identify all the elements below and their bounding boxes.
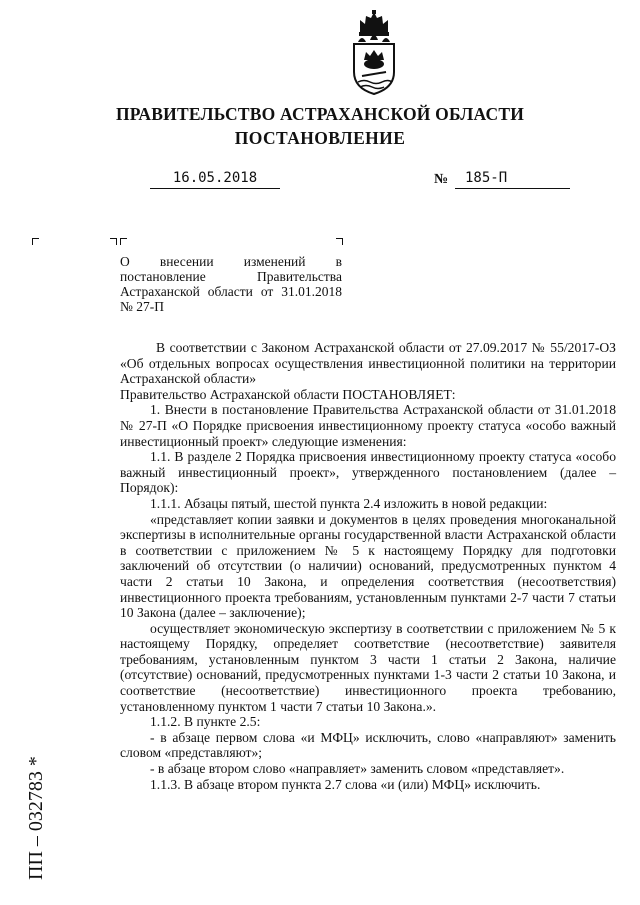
document-number: 185-П bbox=[455, 170, 570, 189]
paragraph: 1. Внести в постановление Правительства Астраханской области от 31.01.2018 № 27-П «О Порядке присвоения инвестиционному проекту статуса «особо важный инвестиционный проект» следующие изменения: bbox=[120, 402, 616, 449]
document-body bbox=[120, 340, 616, 792]
side-stamp-text: ПП – 032783 * bbox=[25, 756, 47, 880]
side-stamp bbox=[16, 692, 56, 880]
document-subject: О внесении изменений в постановление Правительства Астраханской области от 31.01.2018 № 27-П bbox=[120, 254, 342, 314]
margin-corner-mark bbox=[110, 238, 117, 245]
margin-corner-mark bbox=[120, 238, 127, 245]
paragraph: - в абзаце втором слово «направляет» заменить словом «представляет». bbox=[150, 761, 565, 777]
paragraph: 1.1.3. В абзаце втором пункта 2.7 слова «и (или) МФЦ» исключить. bbox=[150, 776, 541, 792]
paragraph: 1.1. В разделе 2 Порядка присвоения инвестиционному проекту статуса «особо важный инвестиционный проект», утвержденного постановлением (далее – Порядок): bbox=[120, 449, 616, 496]
margin-corner-mark bbox=[336, 238, 343, 245]
paragraph: «представляет копии заявки и документов в целях проведения многоканальной экспертизы в исполнительные органы государственной власти Астраханской области в соответствии с приложением № 5 к настоящему Порядку для подготовки заключений об отсутствии (о наличии) оснований, предусмотренных пунктом 4 части 2 статьи 10 Закона, и определения соответствия (несоответствия) инвестиционного проекта требованиям, установленным пунктами 2-7 части 7 статьи 10 Закона (далее – заключение); bbox=[120, 511, 616, 621]
document-date: 16.05.2018 bbox=[150, 170, 280, 189]
government-name: ПРАВИТЕЛЬСТВО АСТРАХАНСКОЙ ОБЛАСТИ bbox=[115, 104, 525, 124]
paragraph: В соответствии с Законом Астраханской области от 27.09.2017 № 55/2017-ОЗ «Об отдельных вопросах осуществления инвестиционной политики на территории Астраханской области» bbox=[120, 340, 616, 387]
document-type: ПОСТАНОВЛЕНИЕ bbox=[234, 128, 406, 148]
paragraph: 1.1.1. Абзацы пятый, шестой пункта 2.4 изложить в новой редакции: bbox=[150, 495, 548, 511]
astrakhan-coat-of-arms-icon bbox=[348, 10, 400, 95]
paragraph: Правительство Астраханской области ПОСТАНОВЛЯЕТ: bbox=[120, 386, 456, 402]
number-label: № bbox=[434, 172, 449, 187]
margin-corner-mark bbox=[32, 238, 39, 245]
paragraph: 1.1.2. В пункте 2.5: bbox=[150, 714, 261, 730]
paragraph: осуществляет экономическую экспертизу в соответствии с приложением № 5 к настоящему Порядку, определяет соответствие (несоответствие) заявителя требованиям, установленным пунктом 3 части 1 статьи 2 Закона, наличие (отсутствие) оснований, предусмотренных пунктами 1-3 части 2 статьи 10 Закона, и соответствие (несоответствие) инвестиционного проекта требованию, установленному пунктом 1 части 7 статьи 10 Закона.». bbox=[120, 620, 616, 714]
paragraph: - в абзаце первом слова «и МФЦ» исключить, слово «направляют» заменить словом «представляют»; bbox=[120, 729, 616, 761]
